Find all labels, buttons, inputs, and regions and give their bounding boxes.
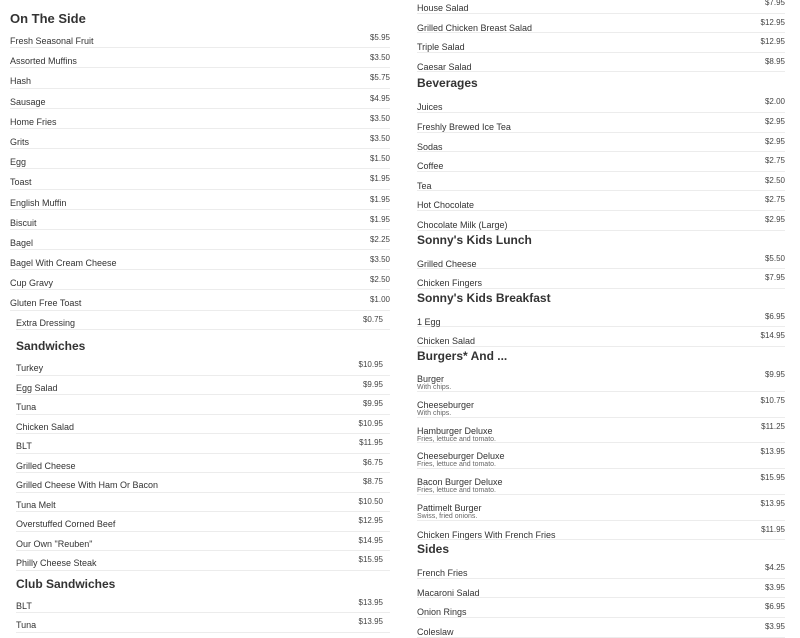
- item-name: Hash: [10, 76, 32, 87]
- item-price: $13.95: [760, 447, 785, 457]
- list-item: [417, 598, 785, 618]
- item-price: $7.95: [764, 0, 785, 7]
- list-item: [16, 454, 390, 474]
- item-price: $2.25: [369, 234, 390, 244]
- item-price: $1.95: [369, 174, 390, 184]
- item-description: Fries, lettuce and tomato.: [417, 487, 496, 495]
- item-name: Bacon Burger Deluxe: [417, 477, 503, 488]
- item-name: Turkey: [16, 363, 44, 374]
- item-name: Grilled Cheese: [417, 258, 477, 269]
- item-name: Coleslaw: [417, 627, 454, 638]
- item-name: BLT: [16, 600, 32, 611]
- list-item: [10, 230, 390, 250]
- item-name: Cheeseburger Deluxe: [417, 451, 505, 462]
- sides-list: [417, 559, 785, 637]
- list-item: [10, 270, 390, 290]
- item-name: Onion Rings: [417, 607, 467, 618]
- list-item: [10, 169, 390, 189]
- item-name: Our Own "Reuben": [16, 538, 93, 549]
- list-item: [417, 269, 785, 289]
- item-name: Chicken Salad: [417, 336, 476, 347]
- list-item: [417, 172, 785, 192]
- item-price: $6.95: [764, 602, 785, 612]
- item-name: English Muffin: [10, 197, 67, 208]
- list-item: [16, 434, 390, 454]
- list-item: [417, 618, 785, 638]
- item-name: Sodas: [417, 141, 443, 152]
- list-item: [16, 594, 390, 614]
- item-price: $1.95: [369, 214, 390, 224]
- item-name: Caesar Salad: [417, 61, 472, 72]
- item-price: $12.95: [760, 17, 785, 27]
- salads-list: [417, 0, 785, 72]
- item-name: Biscuit: [10, 217, 37, 228]
- left-menu-column: [10, 0, 390, 633]
- item-price: $5.50: [764, 253, 785, 263]
- item-price: $2.50: [764, 175, 785, 185]
- list-item: [10, 28, 390, 48]
- item-name: Grilled Cheese: [16, 460, 76, 471]
- item-name: Hot Chocolate: [417, 200, 475, 211]
- kids-breakfast-title: Sonny's Kids Breakfast: [417, 290, 551, 305]
- item-price: $8.75: [362, 477, 383, 487]
- list-item: [10, 68, 390, 88]
- list-item: [417, 113, 785, 133]
- list-item: [16, 613, 390, 633]
- item-price: $12.95: [760, 37, 785, 47]
- item-name: French Fries: [417, 568, 468, 579]
- sandwiches-list: [10, 356, 390, 571]
- item-price: $3.50: [369, 133, 390, 143]
- list-item: [10, 89, 390, 109]
- item-name: Macaroni Salad: [417, 587, 480, 598]
- item-price: $9.95: [764, 369, 785, 379]
- item-name: Home Fries: [10, 116, 57, 127]
- item-name: Grits: [10, 136, 29, 147]
- list-item: [10, 250, 390, 270]
- item-price: $2.00: [764, 97, 785, 107]
- list-item: [417, 33, 785, 53]
- list-item: [417, 521, 785, 541]
- item-name: Tea: [417, 180, 432, 191]
- item-price: $6.95: [764, 311, 785, 321]
- item-name: Triple Salad: [417, 42, 465, 53]
- list-item: [417, 418, 785, 444]
- list-item: [16, 493, 390, 513]
- list-item: [10, 48, 390, 68]
- list-item: [16, 532, 390, 552]
- item-name: Tuna: [16, 620, 37, 631]
- item-price: $10.50: [358, 496, 383, 506]
- list-item: [417, 133, 785, 153]
- item-price: $3.50: [369, 255, 390, 265]
- extra-dressing-wrap: [16, 311, 390, 357]
- item-price: $0.75: [362, 314, 383, 324]
- item-price: $13.95: [760, 498, 785, 508]
- item-price: $14.95: [358, 535, 383, 545]
- item-name: Chicken Salad: [16, 421, 75, 432]
- list-item: [10, 149, 390, 169]
- list-item: [16, 376, 390, 396]
- item-description: Fries, lettuce and tomato.: [417, 461, 496, 469]
- item-name: Toast: [10, 177, 32, 188]
- item-name: Chicken Fingers With French Fries: [417, 529, 556, 540]
- item-name: Coffee: [417, 161, 444, 172]
- list-item: [417, 250, 785, 270]
- club-sandwiches-list: [10, 594, 390, 633]
- item-price: $11.25: [761, 421, 785, 431]
- item-name: Egg Salad: [16, 382, 58, 393]
- item-price: $1.95: [369, 194, 390, 204]
- item-name: Grilled Cheese With Ham Or Bacon: [16, 480, 159, 491]
- item-price: $2.75: [764, 195, 785, 205]
- list-item: [417, 327, 785, 347]
- item-description: Fries, lettuce and tomato.: [417, 435, 496, 443]
- side-items-list: [10, 28, 390, 311]
- item-price: $4.25: [764, 563, 785, 573]
- item-price: $2.95: [764, 214, 785, 224]
- beverages-title: Beverages: [417, 76, 478, 91]
- item-price: $1.50: [369, 154, 390, 164]
- burgers-title: Burgers* And ...: [417, 348, 508, 363]
- item-description: With chips.: [417, 409, 452, 417]
- item-price: $3.95: [764, 582, 785, 592]
- list-item: [16, 551, 390, 571]
- club-wrap: [16, 574, 390, 594]
- burgers-list: [417, 366, 785, 521]
- item-price: $10.95: [358, 360, 383, 370]
- item-name: Burger: [417, 373, 445, 384]
- item-description: With chips.: [417, 383, 452, 391]
- kids-lunch-list: [417, 250, 785, 289]
- item-name: Extra Dressing: [16, 317, 76, 328]
- item-name: Grilled Chicken Breast Salad: [417, 22, 533, 33]
- kids-breakfast-list: [417, 308, 785, 347]
- item-price: $15.95: [358, 555, 383, 565]
- list-item: [417, 211, 785, 231]
- item-price: $4.95: [369, 93, 390, 103]
- item-price: $12.95: [358, 516, 383, 526]
- list-item: [417, 443, 785, 469]
- item-price: $2.95: [764, 116, 785, 126]
- item-name: Cheeseburger: [417, 399, 475, 410]
- item-price: $13.95: [358, 617, 383, 627]
- club-sandwiches-title: Club Sandwiches: [16, 576, 116, 591]
- item-price: $3.95: [764, 622, 785, 632]
- item-name: Freshly Brewed Ice Tea: [417, 121, 511, 132]
- item-name: Assorted Muffins: [10, 56, 77, 67]
- item-price: $15.95: [760, 473, 785, 483]
- item-price: $3.50: [369, 113, 390, 123]
- item-price: $2.95: [764, 136, 785, 146]
- item-name: Bagel: [10, 237, 34, 248]
- item-name: Tuna Melt: [16, 499, 56, 510]
- item-price: $10.75: [760, 395, 785, 405]
- item-price: $9.95: [362, 379, 383, 389]
- kids-lunch-title: Sonny's Kids Lunch: [417, 232, 532, 247]
- list-item: [10, 129, 390, 149]
- list-item: [16, 512, 390, 532]
- item-name: Sausage: [10, 96, 46, 107]
- list-item: [10, 290, 390, 310]
- item-name: Fresh Seasonal Fruit: [10, 36, 94, 46]
- list-item: [417, 152, 785, 172]
- list-item: [10, 190, 390, 210]
- list-item: [417, 495, 785, 521]
- item-price: $3.50: [369, 53, 390, 63]
- list-item: [10, 109, 390, 129]
- item-price: $8.95: [764, 56, 785, 66]
- list-item: [417, 559, 785, 579]
- list-item: [417, 0, 785, 14]
- list-item: [417, 392, 785, 418]
- item-name: 1 Egg: [417, 316, 441, 327]
- list-item: [16, 395, 390, 415]
- list-item: [417, 53, 785, 73]
- list-item: [417, 14, 785, 34]
- sides-title: Sides: [417, 542, 450, 557]
- list-item: [16, 311, 390, 331]
- item-name: Bagel With Cream Cheese: [10, 258, 117, 269]
- sandwiches-title: Sandwiches: [16, 339, 86, 354]
- list-item: [10, 210, 390, 230]
- item-price: $7.95: [764, 273, 785, 283]
- item-price: $2.50: [369, 275, 390, 285]
- list-item: [417, 191, 785, 211]
- item-description: Swiss, fried onions.: [417, 512, 478, 520]
- right-menu-column: [417, 0, 785, 638]
- item-name: Juices: [417, 102, 443, 113]
- list-item: [417, 308, 785, 328]
- item-price: $13.95: [358, 597, 383, 607]
- item-name: Chicken Fingers: [417, 278, 483, 289]
- item-name: Overstuffed Corned Beef: [16, 519, 116, 530]
- item-price: $10.95: [358, 418, 383, 428]
- item-name: BLT: [16, 441, 32, 452]
- item-price: $6.75: [362, 457, 383, 467]
- beverages-list: [417, 93, 785, 230]
- list-item: [16, 356, 390, 376]
- item-name: Philly Cheese Steak: [16, 558, 97, 569]
- item-price: $11.95: [761, 524, 785, 534]
- list-item: [16, 415, 390, 435]
- item-name: Hamburger Deluxe: [417, 425, 493, 436]
- item-name: House Salad: [417, 3, 469, 13]
- item-name: Cup Gravy: [10, 278, 54, 289]
- item-name: Gluten Free Toast: [10, 298, 82, 309]
- item-price: $11.95: [359, 438, 383, 448]
- list-item: [417, 579, 785, 599]
- item-price: $9.95: [362, 399, 383, 409]
- list-item: [16, 473, 390, 493]
- item-price: $5.75: [369, 73, 390, 83]
- item-price: $1.00: [369, 295, 390, 305]
- list-item: [417, 469, 785, 495]
- item-price: $2.75: [764, 156, 785, 166]
- item-price: $14.95: [760, 331, 785, 341]
- list-item: [417, 366, 785, 392]
- list-item: [417, 93, 785, 113]
- item-name: Egg: [10, 157, 27, 168]
- on-the-side-title: On The Side: [10, 11, 86, 26]
- item-price: $5.95: [369, 33, 390, 42]
- item-name: Chocolate Milk (Large): [417, 219, 508, 230]
- item-name: Tuna: [16, 402, 37, 413]
- item-name: Pattimelt Burger: [417, 502, 482, 513]
